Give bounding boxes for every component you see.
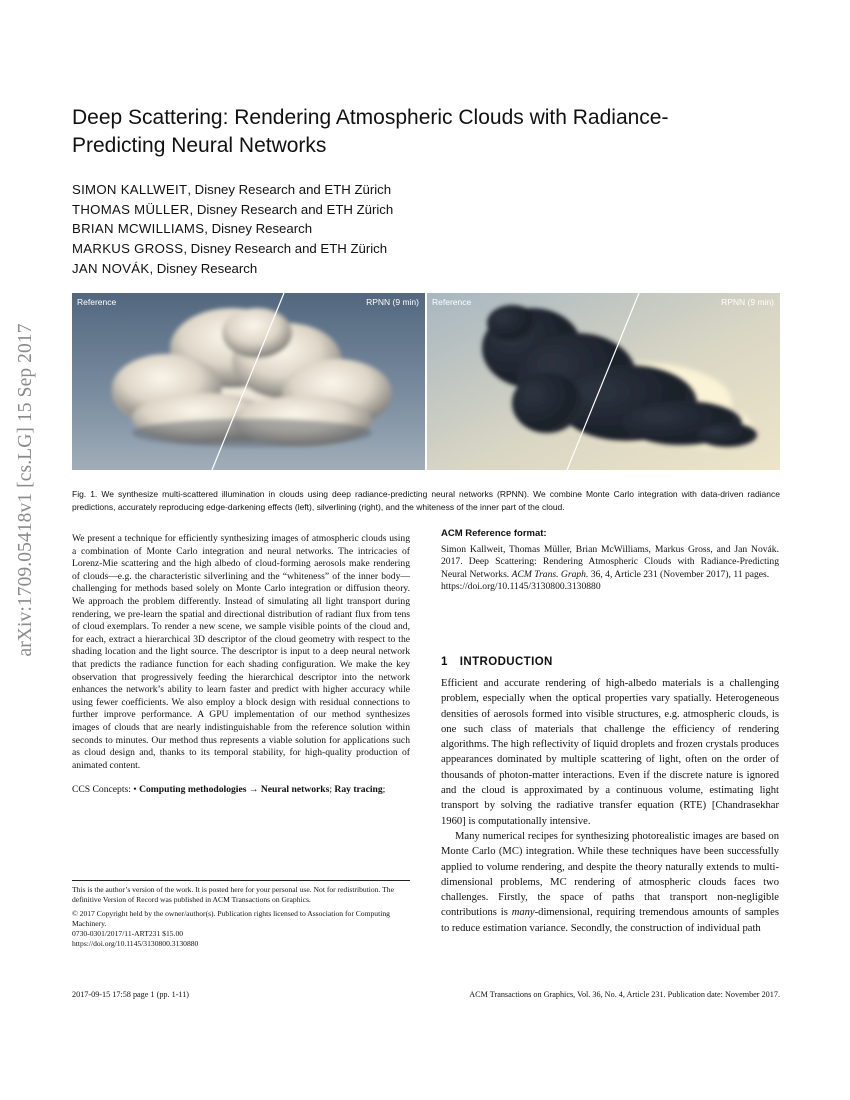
teaser-figure bbox=[72, 293, 780, 470]
author-line: BRIAN MCWILLIAMS, Disney Research bbox=[72, 221, 313, 237]
copyright-footnote bbox=[72, 885, 410, 949]
abstract: We present a technique for efficiently synthesizing images of atmospheric clouds using a combination of Monte Carlo integration and neural networks. The intricacies of Lorenz-Mie scattering and the high albedo of cloud-forming aerosols make rendering of clouds—e.g. the characteristic silverlining and the “whiteness” of the inner body—challenging for methods based solely on Monte Carlo integration or diffusion theory. We approach the problem differently. Instead of simulating all light transport during rendering, we pre-learn the spatial and directional distribution of radiant flux from tens of cloud exemplars. To render a new scene, we sample visible points of the cloud and, for each, extract a hierarchical 3D descriptor of the cloud geometry with respect to the shading location and the light source. The descriptor is input to a deep neural network that predicts the radiance function for each shading configuration. We make the key observation that progressively feeding the hierarchical descriptor into the network enhances the network’s ability to learn faster and predict with higher accuracy while using fewer coefficients. We also employ a block design with residual connections to further improve performance. A GPU implementation of our method synthesizes images of clouds that are nearly indistinguishable from the reference solution within seconds to minutes. Our method thus represents a viable solution for applications such as cloud design and, thanks to its temporal stability, for high-quality production of animated content. bbox=[72, 533, 410, 771]
author-list bbox=[72, 180, 672, 279]
acm-reference-doi-link[interactable]: https://doi.org/10.1145/3130800.3130880 bbox=[441, 581, 601, 593]
ccs-prefix: CCS Concepts: • bbox=[72, 784, 140, 796]
running-footer-right: ACM Transactions on Graphics, Vol. 36, No. 4, Article 231. Publication date: November 2017. bbox=[469, 990, 780, 999]
left-column bbox=[72, 533, 410, 797]
author-name: THOMAS MÜLLER bbox=[72, 201, 190, 217]
cloud-image-edge-darkening bbox=[72, 293, 425, 470]
footnote-version: This is the author’s version of the work. It is posted here for your personal use. Not for redistribution. The definitive Version of Record was published in ACM Transactions on Graphics. bbox=[72, 885, 394, 904]
author-affiliation: Disney Research and ETH Zürich bbox=[196, 201, 394, 217]
teaser-label-reference: Reference bbox=[432, 297, 472, 307]
author-name: MARKUS GROSS bbox=[72, 241, 184, 257]
teaser-label-rpnn: RPNN (9 min) bbox=[721, 297, 774, 307]
intro-p2-text-b: -dimensional, requiring tremendous amounts of samples to reduce estimation variance. Secondly, the construction of individual path bbox=[441, 907, 779, 934]
figure-caption: Fig. 1. We synthesize multi-scattered illumination in clouds using deep radiance-predicting neural networks (RPNN). We combine Monte Carlo integration with data-driven radiance predictions, accurately reproducing edge-darkening effects (left), silverlining (right), and the whiteness of the inner part of the cloud. bbox=[72, 489, 780, 512]
teaser-label-reference: Reference bbox=[77, 297, 117, 307]
introduction-body bbox=[441, 676, 779, 936]
footnote-divider bbox=[72, 880, 410, 881]
author-name: BRIAN MCWILLIAMS bbox=[72, 221, 205, 237]
ccs-end: ; bbox=[382, 784, 386, 796]
teaser-label-rpnn: RPNN (9 min) bbox=[366, 297, 419, 307]
author-affiliation: Disney Research and ETH Zürich bbox=[190, 241, 388, 257]
author-affiliation: Disney Research bbox=[156, 260, 258, 276]
running-footer-left: 2017-09-15 17:58 page 1 (pp. 1-11) bbox=[72, 990, 190, 999]
acm-reference-heading: ACM Reference format: bbox=[441, 528, 547, 539]
section-heading-introduction bbox=[441, 656, 553, 669]
acm-ref-volume: 36, 4, Article 231 (November 2017), 11 pages. bbox=[588, 568, 770, 580]
ccs-separator: ; bbox=[329, 784, 335, 796]
intro-paragraph-1: Efficient and accurate rendering of high-albedo materials is a challenging problem, especially when the optical properties vary spatially. Heterogeneous densities of aerosols formed into visible structures, e.g. atmospheric clouds, is one such class of materials that challenge the efficiency of rendering algorithms. The high reflectivity of liquid droplets and frozen crystals produces appearances dominated by multiple scattering of light, often on the order of thousands of photon-matter interactions. Even if the discrete nature is ignored and the cloud is approximated by a continuous volume, estimating light transport by solving the radiative transfer equation (RTE) [Chandrasekhar 1960] is computationally intensive. bbox=[441, 678, 779, 827]
footnote-issn: 0730-0301/2017/11-ART231 $15.00 bbox=[72, 929, 184, 938]
acm-ref-citation: Simon Kallweit, Thomas Müller, Brian McWilliams, Markus Gross, and Jan Novák. 2017. Deep Scattering: Rendering Atmospheric Clouds with Radiance-Predicting Neural Networks. bbox=[441, 543, 779, 580]
acm-reference-text bbox=[441, 544, 779, 582]
section-number: 1 bbox=[441, 656, 448, 668]
intro-p2-emphasis: many bbox=[511, 907, 535, 919]
ccs-concept-ray-tracing: Ray tracing bbox=[334, 784, 383, 796]
ccs-concepts bbox=[72, 784, 410, 797]
arxiv-stamp-text: arXiv:1709.05418v1 [cs.LG] 15 Sep 2017 bbox=[15, 323, 36, 657]
author-line: SIMON KALLWEIT, Disney Research and ETH Zürich bbox=[72, 182, 392, 197]
cloud-image-silverlining bbox=[427, 293, 780, 470]
section-title: INTRODUCTION bbox=[459, 656, 553, 668]
intro-p2-text-a: Many numerical recipes for synthesizing photorealistic images are based on Monte Carlo (MC) integration. While these techniques have been successfully applied to volume rendering, and despite the theory naturally extends to multi-dimensional problems, MC rendering of atmospheric clouds faces two challenges. Firstly, the space of paths that transport non-negligible contributions is bbox=[441, 830, 779, 919]
footnote-doi-link[interactable]: https://doi.org/10.1145/3130800.3130880 bbox=[72, 939, 199, 948]
paper-title: Deep Scattering: Rendering Atmospheric Clouds with Radiance-Predicting Neural Networks bbox=[72, 106, 669, 157]
ccs-concept-neural-networks: Computing methodologies → Neural networks bbox=[139, 784, 330, 796]
arxiv-stamp bbox=[4, 295, 48, 685]
intro-paragraph-2 bbox=[441, 829, 779, 936]
author-line: MARKUS GROSS, Disney Research and ETH Zürich bbox=[72, 241, 388, 257]
right-column bbox=[441, 528, 779, 934]
author-name: SIMON KALLWEIT bbox=[72, 182, 188, 197]
acm-ref-journal: ACM Trans. Graph. bbox=[511, 568, 589, 580]
author-line: JAN NOVÁK, Disney Research bbox=[72, 260, 258, 276]
author-name: JAN NOVÁK bbox=[72, 260, 150, 276]
teaser-panel-right bbox=[427, 293, 780, 470]
author-affiliation: Disney Research and ETH Zürich bbox=[194, 182, 392, 197]
footnote-copyright: © 2017 Copyright held by the owner/author(s). Publication rights licensed to Association for Computing Machinery. bbox=[72, 909, 390, 928]
author-line: THOMAS MÜLLER, Disney Research and ETH Zürich bbox=[72, 201, 394, 217]
author-affiliation: Disney Research bbox=[211, 221, 313, 237]
teaser-panel-left bbox=[72, 293, 425, 470]
